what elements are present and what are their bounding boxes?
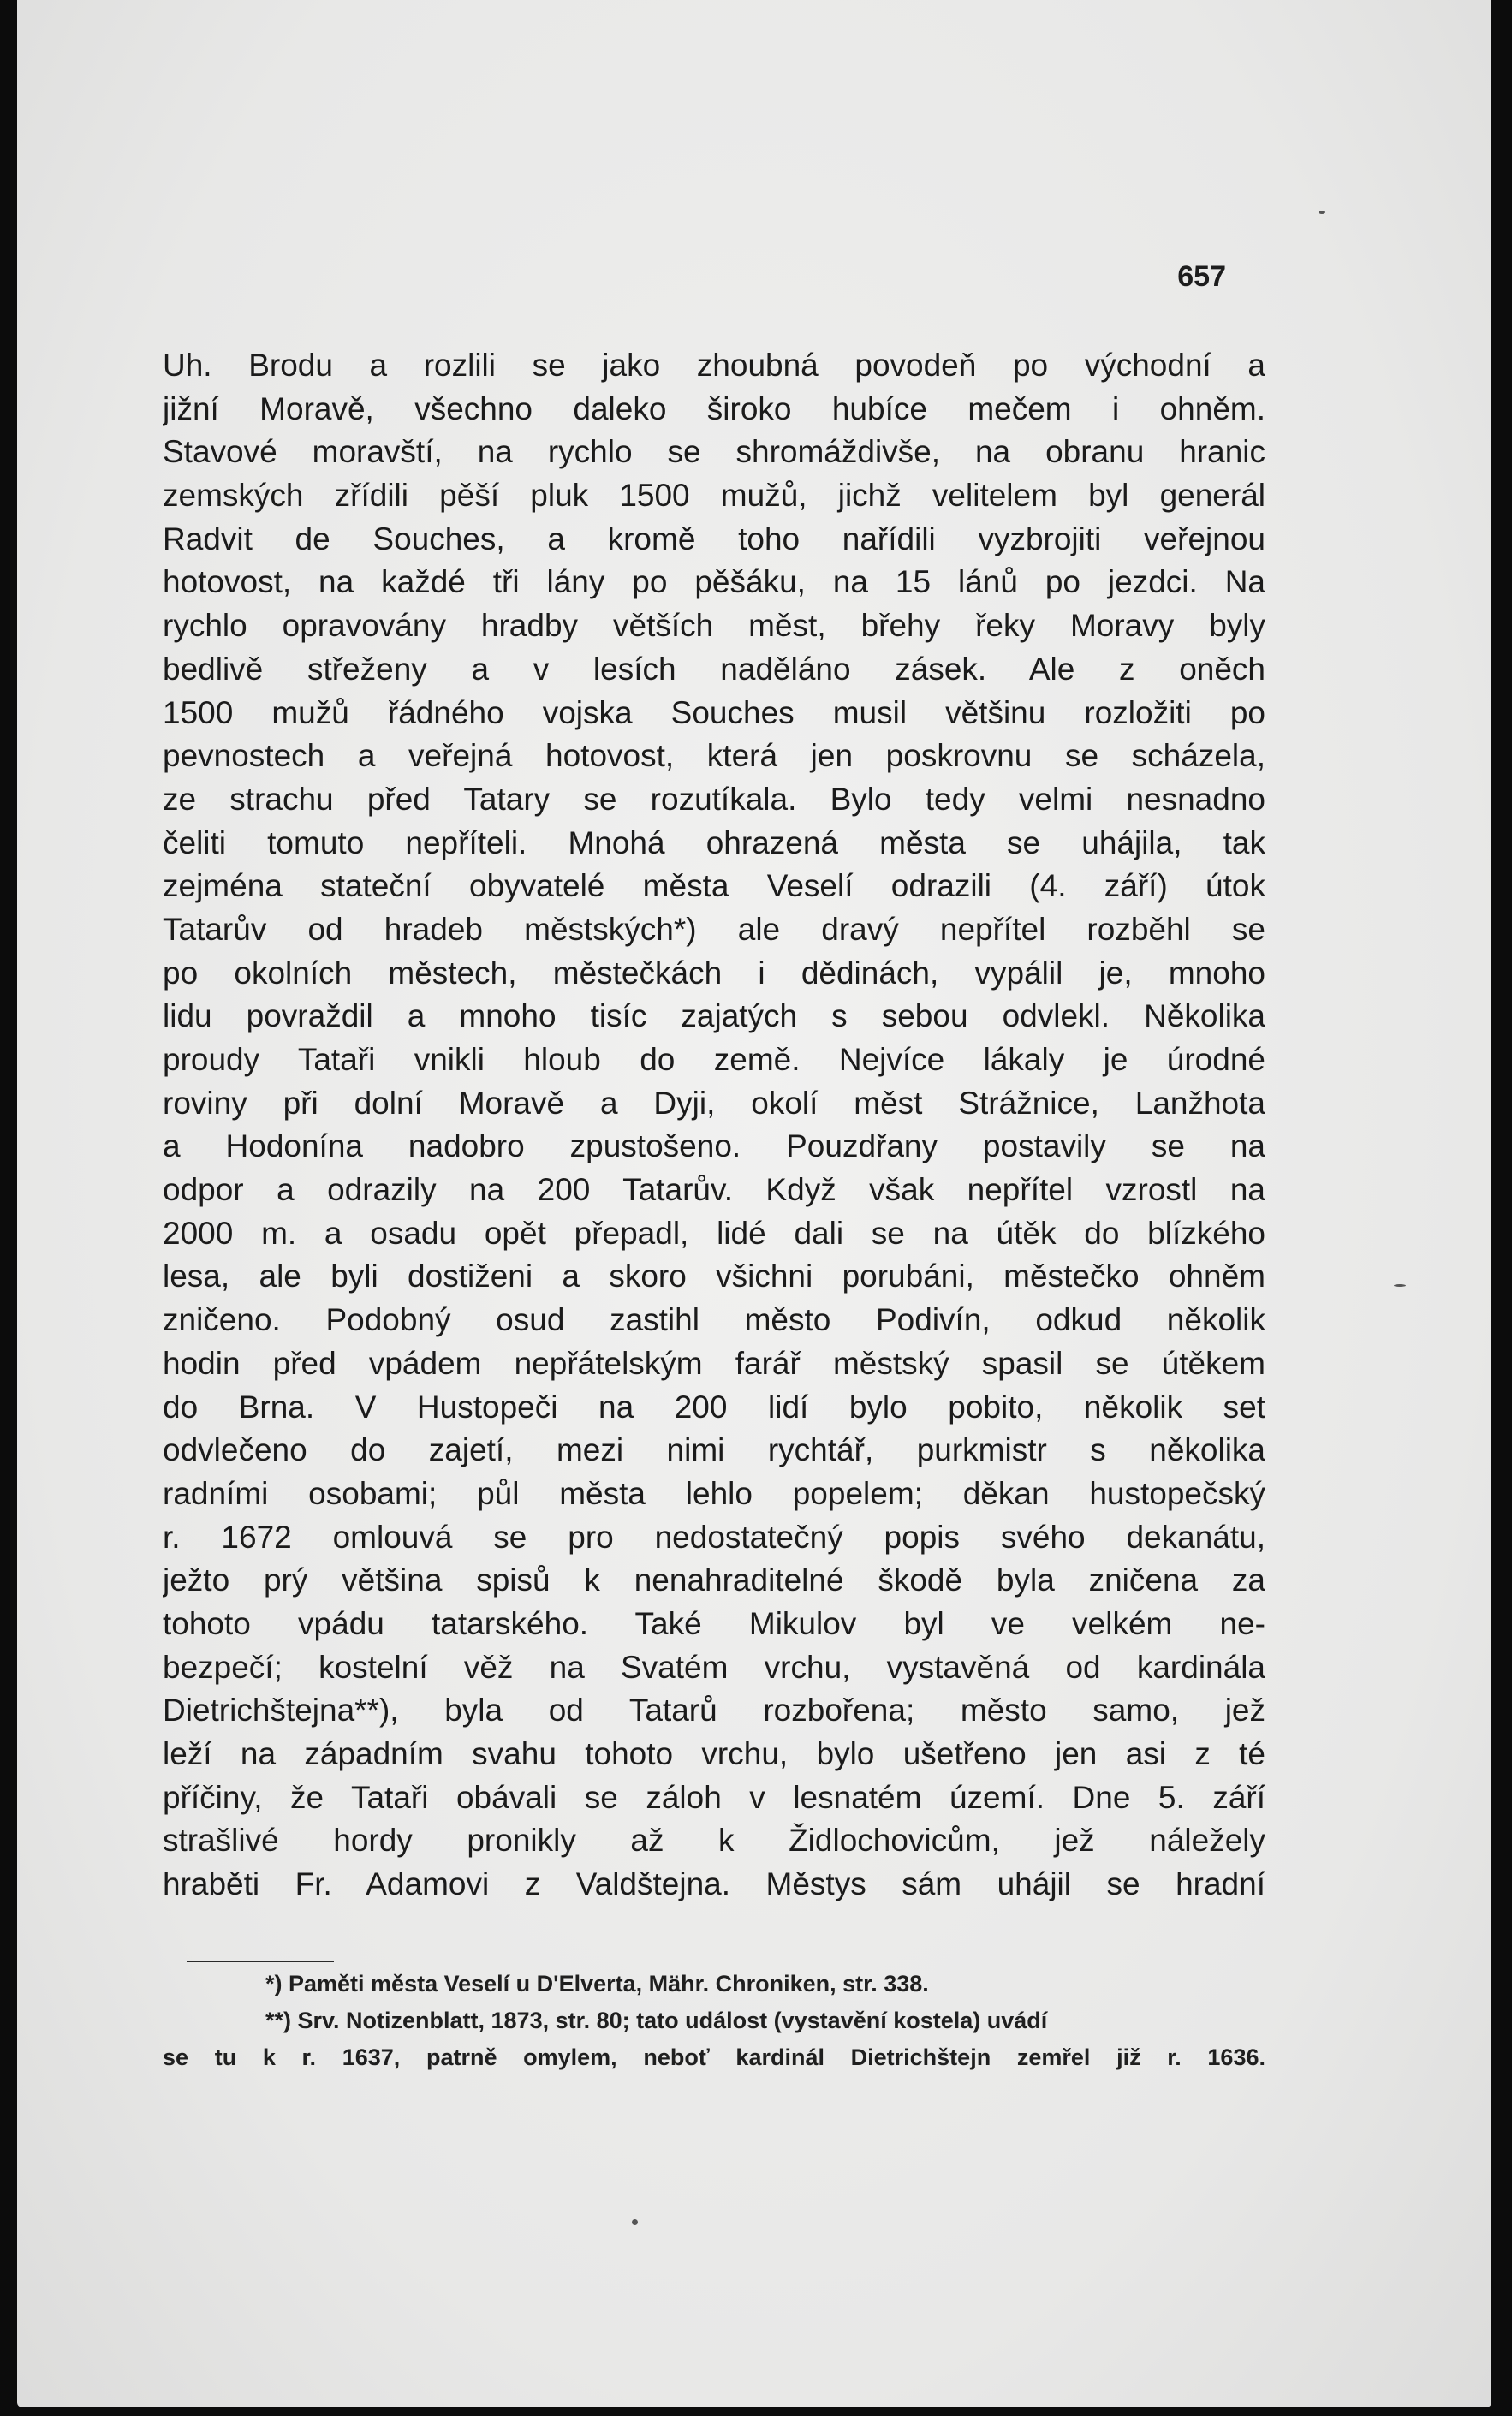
text-line: po okolních městech, městečkách i dědinách, vypálil je, mnoho [163, 955, 1265, 991]
text-line: lidu povraždil a mnoho tisíc zajatých s sebou odvlekl. Několika [163, 998, 1265, 1034]
text-line: rychlo opravovány hradby větších měst, břehy řeky Moravy byly [163, 608, 1265, 644]
text-line: Uh. Brodu a rozlili se jako zhoubná povodeň po východní a [163, 348, 1265, 383]
text-line: odpor a odrazily na 200 Tatarův. Když však nepřítel vzrostl na [163, 1172, 1265, 1208]
page-number: 657 [1177, 260, 1226, 293]
text-line: zejména stateční obyvatelé města Veselí odrazili (4. září) útok [163, 868, 1265, 904]
text-line: ježto prý většina spisů k nenahraditelné škodě byla zničena za [163, 1562, 1265, 1598]
footnote-2-continuation: se tu k r. 1637, patrně omylem, neboť kardinál Dietrichštejn zemřel již r. 1636. [163, 2044, 1265, 2070]
text-line: Tatarův od hradeb městských*) ale dravý nepřítel rozběhl se [163, 911, 1265, 947]
footnote-2: **) Srv. Notizenblatt, 1873, str. 80; tato událost (vystavění kostela) uvádí [265, 2008, 1048, 2033]
paper-speck [1319, 211, 1325, 214]
text-line: Dietrichštejna**), byla od Tatarů rozbořena; město samo, jež [163, 1693, 1265, 1729]
text-line: radními osobami; půl města lehlo popelem; děkan hustopečský [163, 1475, 1265, 1511]
text-line: 1500 mužů řádného vojska Souches musil většinu rozložiti po [163, 694, 1265, 730]
paper-speck [632, 2219, 638, 2225]
text-line: tohoto vpádu tatarského. Také Mikulov byl ve velkém ne- [163, 1605, 1265, 1641]
text-line: zničeno. Podobný osud zastihl město Podivín, odkud několik [163, 1302, 1265, 1338]
text-line: do Brna. V Hustopeči na 200 lidí bylo pobito, několik set [163, 1389, 1265, 1425]
book-page [17, 0, 1491, 2407]
text-line: příčiny, že Tataři obávali se záloh v lesnatém území. Dne 5. září [163, 1779, 1265, 1815]
text-line: zemských zřídili pěší pluk 1500 mužů, jichž velitelem byl generál [163, 478, 1265, 514]
text-line: Stavové moravští, na rychlo se shromáždivše, na obranu hranic [163, 434, 1265, 470]
footnote-1: *) Paměti města Veselí u D'Elverta, Mähr. Chroniken, str. 338. [265, 1971, 929, 1996]
text-line: ze strachu před Tatary se rozutíkala. Bylo tedy velmi nesnadno [163, 781, 1265, 817]
text-line: pevnostech a veřejná hotovost, která jen poskrovnu se scházela, [163, 738, 1265, 774]
text-line: jižní Moravě, všechno daleko široko hubíce mečem i ohněm. [163, 390, 1265, 426]
text-line: roviny při dolní Moravě a Dyji, okolí měst Strážnice, Lanžhota [163, 1085, 1265, 1121]
text-line: bezpečí; kostelní věž na Svatém vrchu, vystavěná od kardinála [163, 1649, 1265, 1685]
paper-speck [1394, 1284, 1406, 1287]
text-line: lesa, ale byli dostiženi a skoro všichni porubáni, městečko ohněm [163, 1259, 1265, 1294]
footnotes [163, 1966, 1265, 2076]
text-line: 2000 m. a osadu opět přepadl, lidé dali se na útěk do blízkého [163, 1215, 1265, 1251]
text-line: hraběti Fr. Adamovi z Valdštejna. Městys sám uhájil se hradní [163, 1866, 1265, 1902]
text-line: odvlečeno do zajetí, mezi nimi rychtář, purkmistr s několika [163, 1432, 1265, 1468]
text-line: strašlivé hordy pronikly až k Židlochovicům, jež náležely [163, 1823, 1265, 1859]
text-line: hotovost, na každé tři lány po pěšáku, na 15 lánů po jezdci. Na [163, 564, 1265, 600]
main-text [163, 344, 1265, 1907]
text-line: čeliti tomuto nepříteli. Mnohá ohrazená města se uhájila, tak [163, 824, 1265, 860]
text-line: bedlivě střeženy a v lesích naděláno zásek. Ale z oněch [163, 651, 1265, 687]
text-line: a Hodonína nadobro zpustošeno. Pouzdřany postavily se na [163, 1128, 1265, 1164]
text-line: leží na západním svahu tohoto vrchu, bylo ušetřeno jen asi z té [163, 1736, 1265, 1771]
footnote-divider [187, 1961, 334, 1962]
text-line: proudy Tataři vnikli hloub do země. Nejvíce lákaly je úrodné [163, 1042, 1265, 1077]
text-line: Radvit de Souches, a kromě toho nařídili vyzbrojiti veřejnou [163, 521, 1265, 556]
text-line: r. 1672 omlouvá se pro nedostatečný popis svého dekanátu, [163, 1519, 1265, 1555]
text-line: hodin před vpádem nepřátelským farář městský spasil se útěkem [163, 1345, 1265, 1381]
